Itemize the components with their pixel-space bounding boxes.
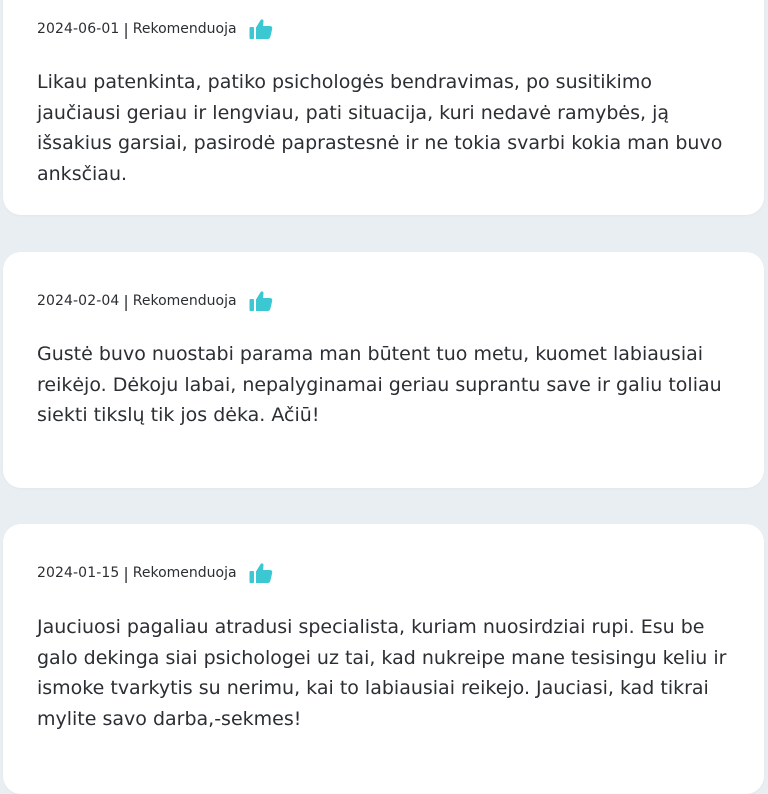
review-date: 2024-01-15: [37, 565, 120, 581]
thumbs-up-icon: [249, 290, 273, 312]
review-meta: [37, 18, 273, 40]
review-card: [3, 252, 764, 488]
meta-separator: |: [123, 563, 129, 583]
review-date: 2024-02-04: [37, 293, 120, 309]
review-text: Gustė buvo nuostabi parama man būtent tuo metu, kuomet labiausiai reikėjo. Dėkoju labai, nepalyginamai geriau suprantu save ir galiu toliau siekti tikslų tik jos dėka. Ačiū!: [37, 343, 722, 426]
recommendation-label: Rekomenduoja: [132, 565, 237, 581]
review-text: Likau patenkinta, patiko psichologės bendravimas, po susitikimo jaučiausi geriau ir lengviau, pati situacija, kuri nedavė ramybės, ją išsakius garsiai, pasirodė paprastesnė ir ne tokia svarbi kokia man buvo anksčiau.: [37, 71, 723, 185]
review-meta: [37, 562, 273, 584]
review-date: 2024-06-01: [37, 21, 120, 37]
review-card: [3, 524, 764, 794]
thumbs-up-icon: [249, 18, 273, 40]
meta-separator: |: [123, 291, 129, 311]
thumbs-up-icon: [249, 562, 273, 584]
review-meta: [37, 290, 273, 312]
recommendation-label: Rekomenduoja: [132, 21, 237, 37]
recommendation-label: Rekomenduoja: [132, 293, 237, 309]
meta-separator: |: [123, 19, 129, 39]
review-text: Jauciuosi pagaliau atradusi specialista, kuriam nuosirdziai rupi. Esu be galo dekinga siai psichologei uz tai, kad nukreipe mane tesisingu keliu ir ismoke tvarkytis su nerimu, kai to labiausiai reikejo. Jauciasi, kad tikrai mylite savo darba,-sekmes!: [37, 616, 727, 730]
review-card: [3, 0, 764, 215]
